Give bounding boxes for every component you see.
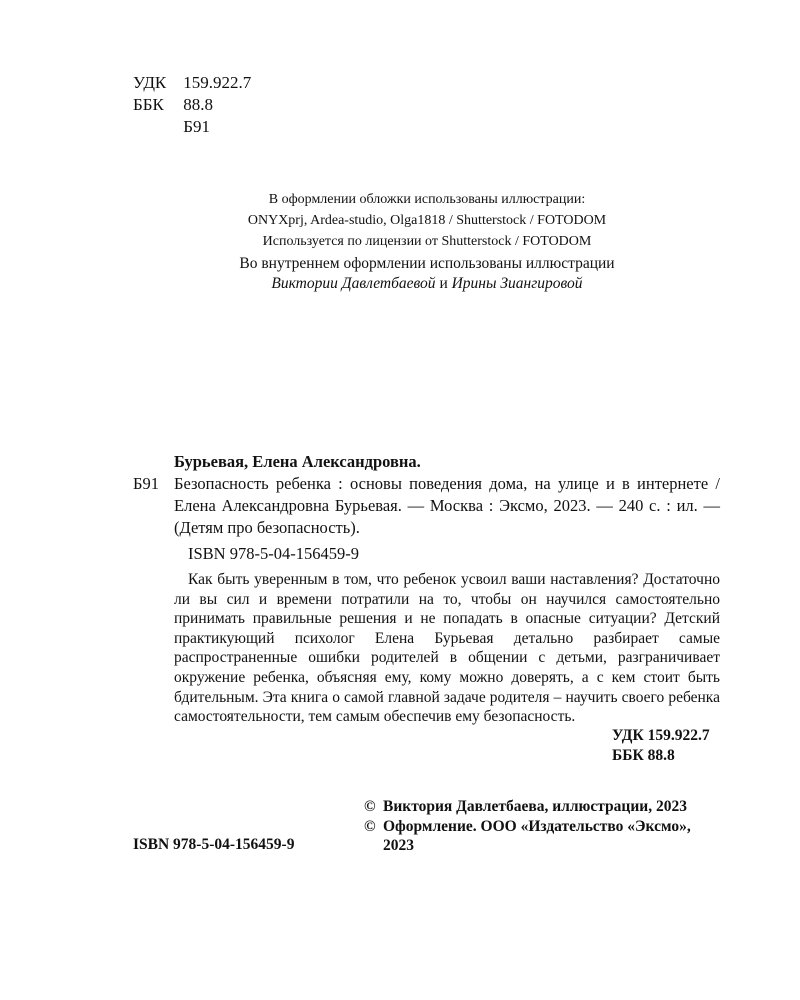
copyright-text: Виктория Давлетбаева, иллюстрации, 2023	[383, 798, 687, 815]
interior-credits-names	[150, 274, 704, 294]
udk-code: УДК 159.922.7	[612, 727, 710, 744]
author-sign-row	[133, 116, 251, 138]
cover-credits-line: Используется по лицензии от Shutterstock / FOTODOM	[262, 234, 592, 249]
interior-credits	[150, 254, 704, 294]
cover-credits	[150, 189, 704, 252]
index-codes	[612, 726, 710, 766]
copyright-text: Оформление. ООО «Издательство «Эксмо», 2023	[383, 817, 691, 855]
copyright-symbol: ©	[364, 798, 376, 815]
cover-credits-line: ONYXprj, Ardea-studio, Olga1818 / Shutterstock / FOTODOM	[247, 213, 607, 228]
copyright-block	[364, 797, 724, 856]
author-sign: Б91	[183, 117, 211, 136]
udk-row	[133, 72, 251, 94]
annotation: Как быть уверенным в том, что ребенок усвоил ваши наставления? Достаточно ли вы сил и времени потратили на то, чтобы он научился самостоятельно принимать правильные решения и не попадать в опасные ситуации? Детский практикующий психолог Елена Бурьевая детально разбирает самые распространенные ошибки родителей в общении с детьми, разграничивает окружение ребенка, объясняя ему, кому можно доверять, а с кем стоит быть бдительным. Эта книга о самой главной задаче родителя – научить своего ребенка самостоятельности, тем самым обеспечив ему безопасность.	[174, 571, 720, 726]
author-heading: Бурьевая, Елена Александровна.	[174, 452, 421, 471]
bbk-label: ББК	[133, 95, 164, 114]
copyright-line	[364, 817, 724, 856]
bibliographic-sign: Б91	[133, 474, 159, 493]
udk-value: 159.922.7	[183, 73, 252, 92]
copyright-symbol: ©	[364, 817, 376, 835]
cover-credits-line: В оформлении обложки использованы иллюстрации:	[268, 192, 586, 207]
bbk-code: ББК 88.8	[612, 747, 675, 764]
bbk-row	[133, 94, 251, 116]
copyright-line	[364, 797, 724, 817]
conjunction: и	[439, 275, 448, 292]
illustrator-name: Ирины Зиангировой	[451, 275, 583, 292]
bbk-value: 88.8	[183, 95, 213, 114]
illustrator-name: Виктории Давлетбаевой	[271, 275, 436, 292]
bibliographic-description: Безопасность ребенка : основы поведения дома, на улице и в интернете / Елена Александровна Бурьевая. — Москва : Эксмо, 2023. — 240 с. : ил. — (Детям про безопасность).	[174, 474, 720, 537]
bibliographic-isbn: ISBN 978-5-04-156459-9	[188, 544, 359, 563]
interior-credits-line: Во внутреннем оформлении использованы иллюстрации	[239, 255, 615, 272]
classification-codes	[133, 72, 251, 138]
udk-label: УДК	[133, 73, 167, 92]
isbn-footer: ISBN 978-5-04-156459-9	[133, 836, 295, 853]
